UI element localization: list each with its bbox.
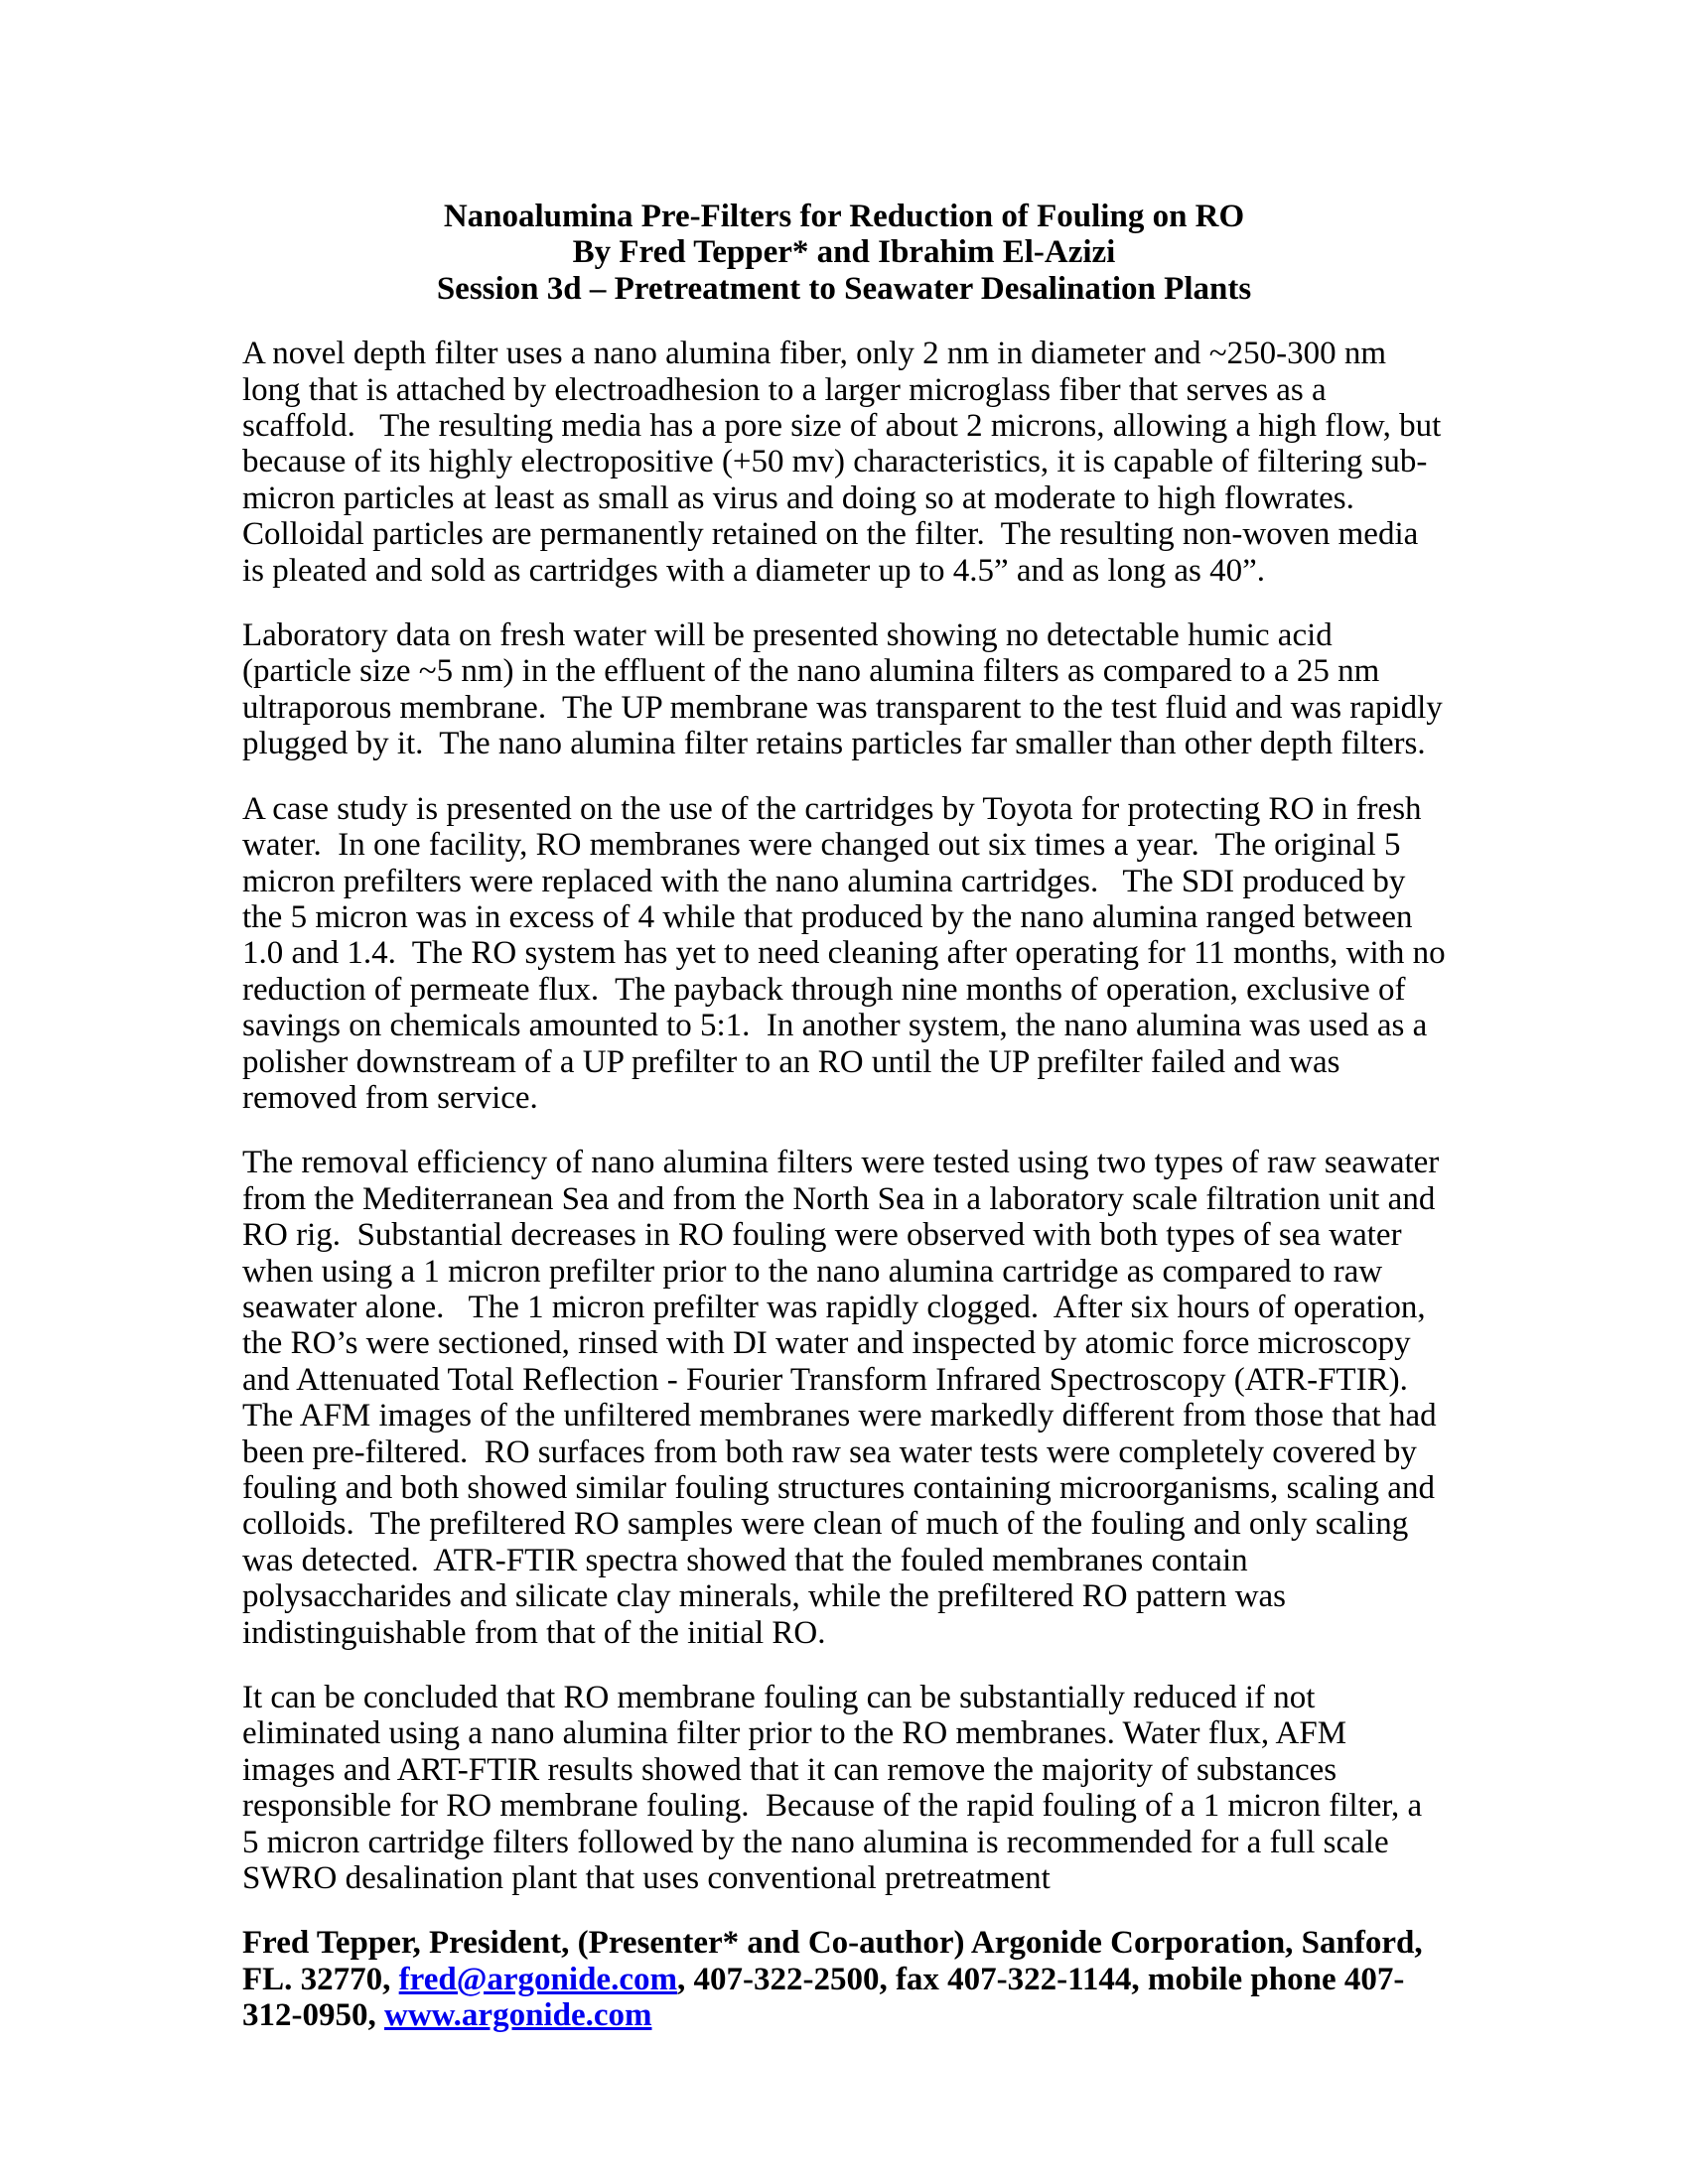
paragraph-laboratory-data: Laboratory data on fresh water will be presented showing no detectable humic acid (particle size ~5 nm) in the effluent of the nano alumina filters as compared to a 25 nm ultraporous membrane. The UP membrane was transparent to the test fluid and was rapidly plugged by it. The nano alumina filter retains particles far smaller than other depth filters. xyxy=(242,617,1452,762)
document-byline: By Fred Tepper* and Ibrahim El-Azizi xyxy=(572,234,1116,271)
document-title: Nanoalumina Pre-Filters for Reduction of Fouling on RO xyxy=(443,199,1245,234)
title-block xyxy=(242,199,1446,307)
contact-text-before-email: Fred Tepper, President, (Presenter* and Co-author) Argonide Corporation, Sanford, FL. 32770, xyxy=(242,1925,1431,1997)
paragraph-case-study: A case study is presented on the use of the cartridges by Toyota for protecting RO in fresh water. In one facility, RO membranes were changed out six times a year. The original 5 micron prefilters were replaced with the nano alumina cartridges. The SDI produced by the 5 micron was in excess of 4 while that produced by the nano alumina ranged between 1.0 and 1.4. The RO system has yet to need cleaning after operating for 11 months, with no reduction of permeate flux. The payback through nine months of operation, exclusive of savings on chemicals amounted to 5:1. In another system, the nano alumina was used as a polisher downstream of a UP prefilter to an RO until the UP prefilter failed and was removed from service. xyxy=(242,790,1454,1116)
document-session: Session 3d – Pretreatment to Seawater Desalination Plants xyxy=(436,270,1252,307)
paragraph-conclusion: It can be concluded that RO membrane fouling can be substantially reduced if not eliminated using a nano alumina filter prior to the RO membranes. Water flux, AFM images and ART-FTIR results showed that it can remove the majority of substances responsible for RO membrane fouling. Because of the rapid fouling of a 1 micron filter, a 5 micron cartridge filters followed by the nano alumina is recommended for a full scale SWRO desalination plant that uses conventional pretreatment xyxy=(242,1680,1431,1897)
contact-info xyxy=(242,1925,1446,2033)
contact-text-after-email: , 407-322-2500, fax 407-322-1144, mobile phone 407-312-0950, xyxy=(242,1961,1405,2034)
paragraph-filter-description: A novel depth filter uses a nano alumina fiber, only 2 nm in diameter and ~250-300 nm long that is attached by electroadhesion to a larger microglass fiber that serves as a scaffold. The resulting media has a pore size of about 2 microns, allowing a high flow, but because of its highly electropositive (+50 mv) characteristics, it is capable of filtering sub-micron particles at least as small as virus and doing so at moderate to high flowrates. Colloidal particles are permanently retained on the filter. The resulting non-woven media is pleated and sold as cartridges with a diameter up to 4.5” and as long as 40”. xyxy=(242,336,1450,589)
email-link[interactable]: fred@argonide.com xyxy=(398,1961,677,1997)
website-link[interactable]: www.argonide.com xyxy=(384,1997,652,2034)
paragraph-seawater-tests: The removal efficiency of nano alumina filters were tested using two types of raw seawater from the Mediterranean Sea and from the North Sea in a laboratory scale filtration unit and RO rig. Substantial decreases in RO fouling were observed with both types of sea water when using a 1 micron prefilter prior to the nano alumina cartridge as compared to raw seawater alone. The 1 micron prefilter was rapidly clogged. After six hours of operation, the RO’s were sectioned, rinsed with DI water and inspected by atomic force microscopy and Attenuated Total Reflection - Fourier Transform Infrared Spectroscopy (ATR-FTIR). The AFM images of the unfiltered membranes were markedly different from those that had been pre-filtered. RO surfaces from both raw sea water tests were completely covered by fouling and both showed similar fouling structures containing microorganisms, scaling and colloids. The prefiltered RO samples were clean of much of the fouling and only scaling was detected. ATR-FTIR spectra showed that the fouled membranes contain polysaccharides and silicate clay minerals, while the prefiltered RO pattern was indistinguishable from that of the initial RO. xyxy=(242,1145,1448,1651)
